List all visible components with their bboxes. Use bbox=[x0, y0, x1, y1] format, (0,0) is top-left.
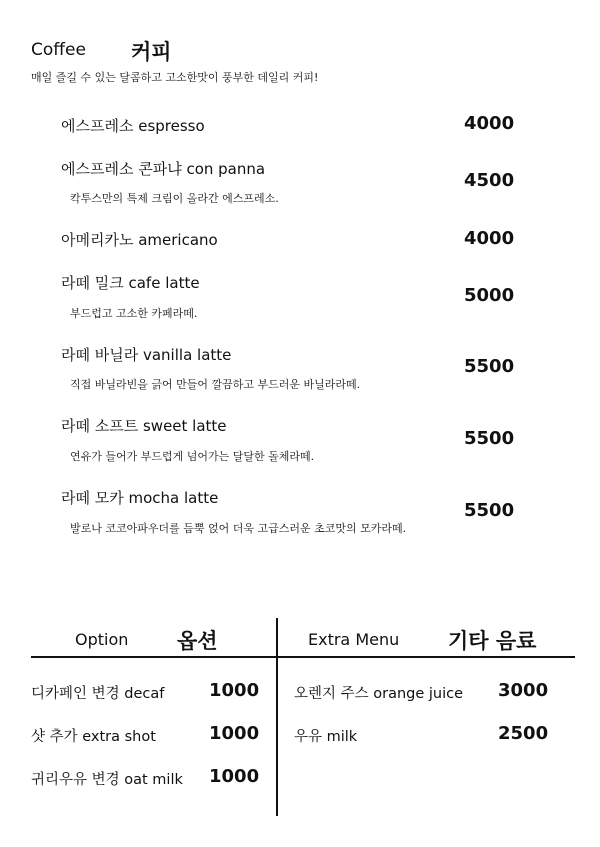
coffee-title-ko: 커피 bbox=[131, 40, 172, 64]
option-item-price: 1000 bbox=[209, 723, 260, 744]
menu-item-description: 칵투스만의 특제 크림이 올라간 에스프레소. bbox=[70, 192, 279, 205]
extra-item-price: 3000 bbox=[498, 680, 549, 701]
menu-item-description: 직접 바닐라빈을 긁어 만들어 깔끔하고 부드러운 바닐라라떼. bbox=[70, 378, 361, 391]
option-item-name: 귀리우유 변경 oat milk bbox=[31, 772, 183, 788]
section-divider-vertical bbox=[276, 618, 278, 816]
tagline: 매일 즐길 수 있는 달콤하고 고소한맛이 풍부한 데일리 커피! bbox=[31, 71, 319, 84]
extra-item-name: 우유 milk bbox=[294, 729, 358, 745]
menu-item-price: 4000 bbox=[464, 113, 515, 134]
menu-item-name: 라떼 밀크 cafe latte bbox=[61, 274, 200, 292]
option-item-price: 1000 bbox=[209, 766, 260, 787]
menu-item-name: 아메리카노 americano bbox=[61, 231, 218, 249]
menu-item-name: 에스프레소 espresso bbox=[61, 117, 205, 135]
menu-item-price: 4000 bbox=[464, 228, 515, 249]
menu-item-name: 에스프레소 콘파냐 con panna bbox=[61, 160, 266, 178]
menu-item-name: 라떼 바닐라 vanilla latte bbox=[61, 346, 232, 364]
menu-item-description: 연유가 들어가 부드럽게 넘어가는 달달한 돌체라떼. bbox=[70, 450, 315, 463]
menu-item-name: 라떼 소프트 sweet latte bbox=[61, 417, 227, 435]
extra-menu-title-en: Extra Menu bbox=[308, 630, 400, 649]
option-item-name: 샷 추가 extra shot bbox=[31, 729, 156, 745]
menu-item-price: 4500 bbox=[464, 170, 515, 191]
section-divider-horizontal bbox=[31, 656, 575, 658]
menu-item-price: 5000 bbox=[464, 285, 515, 306]
menu-item-description: 발로나 코코아파우더를 듬뿍 얹어 더욱 고급스러운 초코맛의 모카라떼. bbox=[70, 522, 407, 535]
menu-item-price: 5500 bbox=[464, 428, 515, 449]
option-title-en: Option bbox=[75, 630, 129, 649]
extra-menu-title-ko: 기타 음료 bbox=[448, 629, 537, 653]
option-item-name: 디카페인 변경 decaf bbox=[31, 686, 165, 702]
option-item-price: 1000 bbox=[209, 680, 260, 701]
menu-item-description: 부드럽고 고소한 카페라떼. bbox=[70, 307, 198, 320]
coffee-title-en: Coffee bbox=[31, 40, 86, 60]
menu-item-price: 5500 bbox=[464, 500, 515, 521]
menu-item-name: 라떼 모카 mocha latte bbox=[61, 489, 219, 507]
menu-item-price: 5500 bbox=[464, 356, 515, 377]
option-title-ko: 옵션 bbox=[177, 629, 218, 653]
extra-item-name: 오렌지 주스 orange juice bbox=[294, 686, 464, 702]
extra-item-price: 2500 bbox=[498, 723, 549, 744]
